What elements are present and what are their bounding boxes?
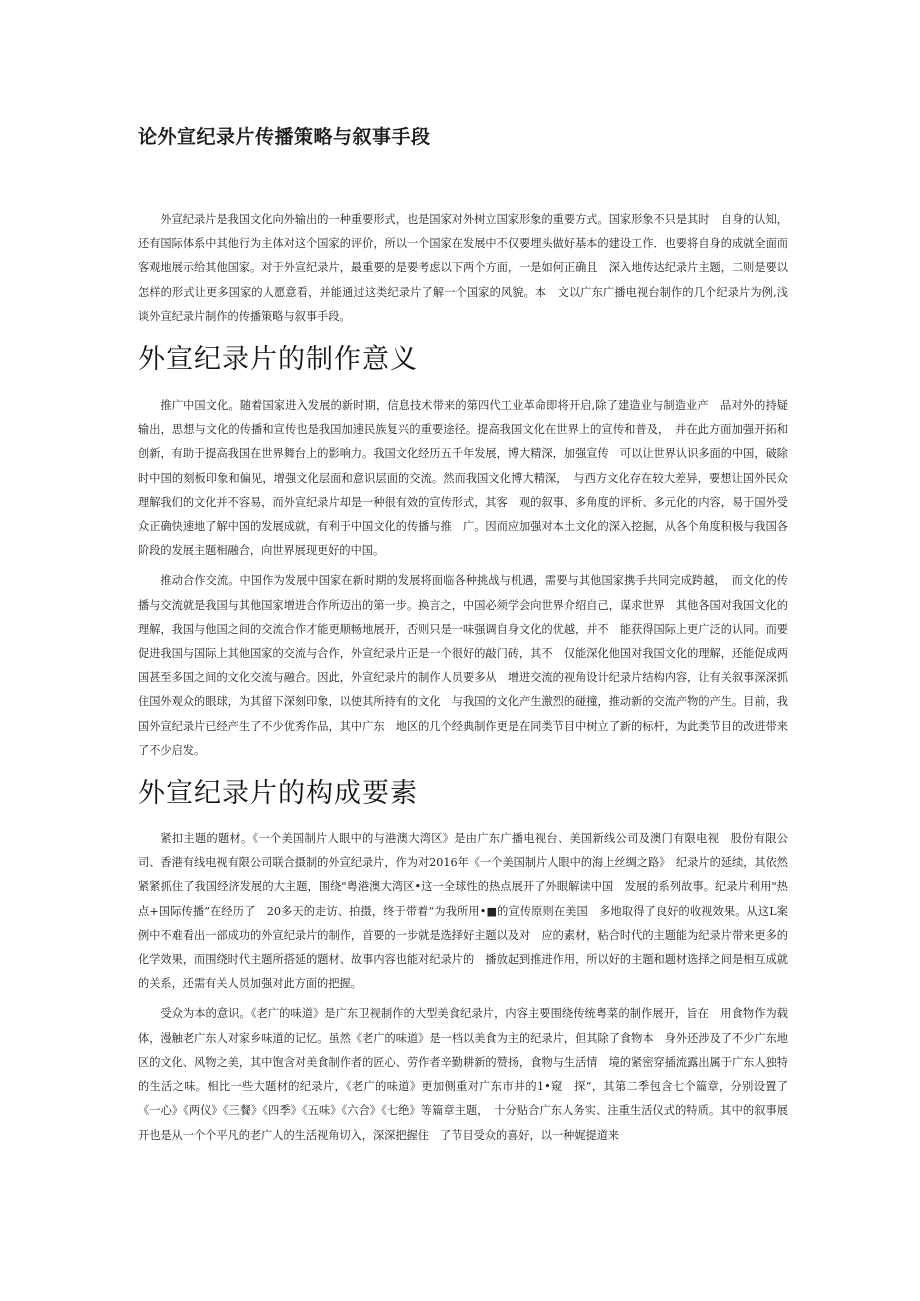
intro-paragraph: 外宣纪录片是我国文化向外输出的一种重要形式，也是国家对外树立国家形象的重要方式。国家形象不只是其时 自身的认知，还有国际体系中其他行为主体对这个国家的评价，所以一个国家在发展中不仅要埋头做好基本的建设工作．也要将自身的成就全面而客观地展示给其他国家。对于外宣纪录片，最重要的是要考虑以下两个方面，一是如何正确且 深入地传达纪录片主题，二则是要以怎样的形式让更多国家的人愿意看，并能通过这类纪录片了解一个国家的风貌。本 文以广东广播电视台制作的几个纪录片为例,浅谈外宣纪录片制作的传播策略与叙事手段。 [138,213,788,323]
section-2-paragraph-2: 受众为本的意识。《老广的味道》是广东卫视制作的大型美食纪录片，内容主要围绕传统粤菜的制作展开，旨在 用食物作为载体，漫触老广东人对家乡味道的记忆。虽然《老广的味道》是一档以美食为主的纪录片，但其除了食物本 身外还涉及了不少广东地区的文化、风物之美，其中饱含对美食制作者的匠心、劳作者辛勤耕新的赞扬，食物与生活情 境的紧密穿插流露出属于广东人独特的生活之味。相比一些大题材的纪录片，《老广的味道》更加侧重对广东市井的1•窥 探”，其第二季包含七个篇章，分别设置了《一心》《两仪》《三餐》《四季》《五味》《六合》《七绝》等篇章主题， 十分贴合广东人务实、注重生活仪式的特质。其中的叙事展开也是从一个个平凡的老广人的生活视角切入，深深把握住 了节目受众的喜好，以一种娓提道来 [138,1007,788,1142]
document-body [138,122,788,1148]
section-heading-elements: 外宣纪录片的构成要素 [138,778,418,810]
section-1-paragraph-1: 推广中国文化。随着国家进入发展的新时期，信息技术带来的第四代工业革命即将开启,除了建造业与制造业产 品对外的持疑输出，思想与文化的传播和宣传也是我国加速民族复兴的重要途径。提高我国文化在世界上的宣传和普及， 并在此方面加强开拓和创新，有助于提高我国在世界舞台上的影响力。我国文化经历五千年发展，博大精深，加强宣传 可以让世界认识多面的中国，破除时中国的刻板印象和偏见，增强文化层面和意识层面的交流。然而我国文化博大精深， 与西方文化存在较大差异，要想让国外民众理解我们的文化并不容易，而外宣纪录片却是一种很有效的宣传形式，其客 观的叙事、多角度的评析、多元化的内容，易于国外受众正确快速地了解中国的发展成就，有利于中国文化的传播与推 广。因而应加强对本土文化的深入挖掘，从各个角度积极与我国各阶段的发展主题相融合，向世界展现更好的中国。 [138,399,788,558]
document-title: 论外宣纪录片传播策略与叙事手段 [138,126,431,148]
section-heading-significance: 外宣纪录片的制作意义 [138,344,418,376]
section-2-paragraph-1: 紧扣主题的题材。《一个美国制片人眼中的与港澳大湾区》是由广东广播电视台、美国新线公司及澳门有限电视 股份有限公司、香港有线电视有限公司联合摄制的外宣纪录片，作为对2016年《一个美国制片人眼中的海上丝绸之路》 纪录片的延续，其依然紧紧抓住了我国经济发展的大主题，围绕"粤港澳大湾区•这一全球性的热点展开了外眼解读中国 发展的系列故事。纪录片利用"热点+国际传播”在经历了 20多天的走访、拍摄，终于带着“为我所用•■的宣传原则在美国 多地取得了良好的收视效果。从这L案例中不难看出一部成功的外宣纪录片的制作，首要的一步就是选择好主题以及对 应的素材，粘合时代的主题能为纪录片带来更多的化学效果，而围绕时代主题所搭延的题材、故事内容也能对纪录片的 播放起到推进作用，所以好的主题和题材选择之间是相互成就的关系，还需有关人员加强对此方面的把握。 [138,832,788,991]
section-1-paragraph-2: 推动合作交流。中国作为发展中国家在新时期的发展将面临各种挑战与机遇，需要与其他国家携手共同完成跨越， 而文化的传播与交流就是我国与其他国家增进合作所迈出的第一步。换言之，中国必须学会向世界介绍自己，谋求世界 其他各国对我国文化的理解，我国与他国之间的交流合作才能更顺畅地展开，否则只是一味强调自身文化的优越，并不 能获得国际上更广泛的认同。而要促进我国与国际上其他国家的交流与合作，外宣纪录片正是一个很好的敲门砖，其不 仅能深化他国对我国文化的理解，还能促成两国甚至多国之间的文化交流与融合。因此，外宣纪录片的制作人员要多从 增进交流的视角设计纪录片结构内容，让有关叙事深深抓住国外观众的眼球，为其留下深刻印象，以使其所持有的文化 与我国的文化产生激烈的碰撞，推动新的交流产物的产生。目前，我国外宣纪录片已经产生了不少优秀作品，其中广东 地区的几个经典制作更是在同类节目中树立了新的标杆，为此类节目的改进带来了不少启发。 [138,574,788,757]
